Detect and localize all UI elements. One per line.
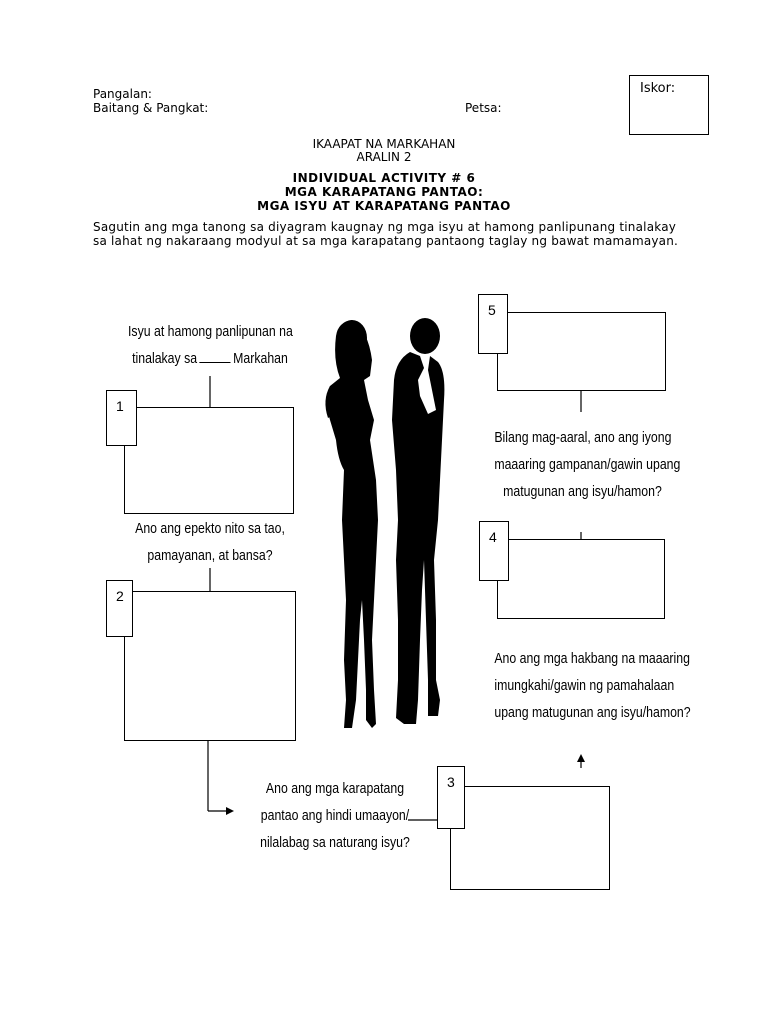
activity-title: INDIVIDUAL ACTIVITY # 6: [292, 171, 476, 185]
answer-box-3[interactable]: [450, 786, 610, 890]
score-label: Iskor:: [640, 81, 676, 96]
woman-silhouette-icon: [325, 320, 378, 728]
question-2: Ano ang epekto nito sa tao, pamayanan, at bansa?: [135, 520, 285, 564]
number-label-1: 1: [106, 390, 137, 446]
date-label: Petsa:: [465, 101, 502, 115]
man-silhouette-icon: [392, 318, 444, 724]
quarter-blank[interactable]: [200, 350, 231, 363]
number-label-2: 2: [106, 580, 133, 637]
question-3: Ano ang mga karapatang pantao ang hindi umaayon/ nilalabag sa naturang isyu?: [260, 780, 410, 851]
name-label: Pangalan:: [93, 87, 152, 101]
lesson-title: ARALIN 2: [356, 150, 412, 164]
question-5: Bilang mag-aaral, ano ang iyong maaaring gampanan/gawin upang matugunan ang isyu/hamon?: [494, 429, 681, 500]
grade-section-label: Baitang & Pangkat:: [93, 101, 209, 115]
question-4: Ano ang mga hakbang na maaaring imungkahi/gawin ng pamahalaan upang matugunan ang isyu/hamon?: [494, 650, 691, 721]
topic-title-1: MGA KARAPATANG PANTAO:: [284, 185, 484, 199]
instructions: Sagutin ang mga tanong sa diyagram kaugnay ng mga isyu at hamong panlipunang tinalakay sa lahat ng nakaraang modyul at sa mga karapatang pantaong taglay ng bawat mamamayan.: [93, 220, 679, 248]
answer-box-2[interactable]: [124, 591, 296, 741]
answer-box-4[interactable]: [497, 539, 665, 619]
answer-box-5[interactable]: [497, 312, 666, 391]
number-label-5: 5: [478, 294, 508, 354]
answer-box-1[interactable]: [124, 407, 294, 514]
quarter-title: IKAAPAT NA MARKAHAN: [312, 137, 456, 151]
topic-title-2: MGA ISYU AT KARAPATANG PANTAO: [257, 199, 511, 213]
question-1: Isyu at hamong panlipunan na tinalakay sa Markahan: [128, 323, 293, 367]
number-label-3: 3: [437, 766, 465, 829]
number-label-4: 4: [479, 521, 509, 581]
